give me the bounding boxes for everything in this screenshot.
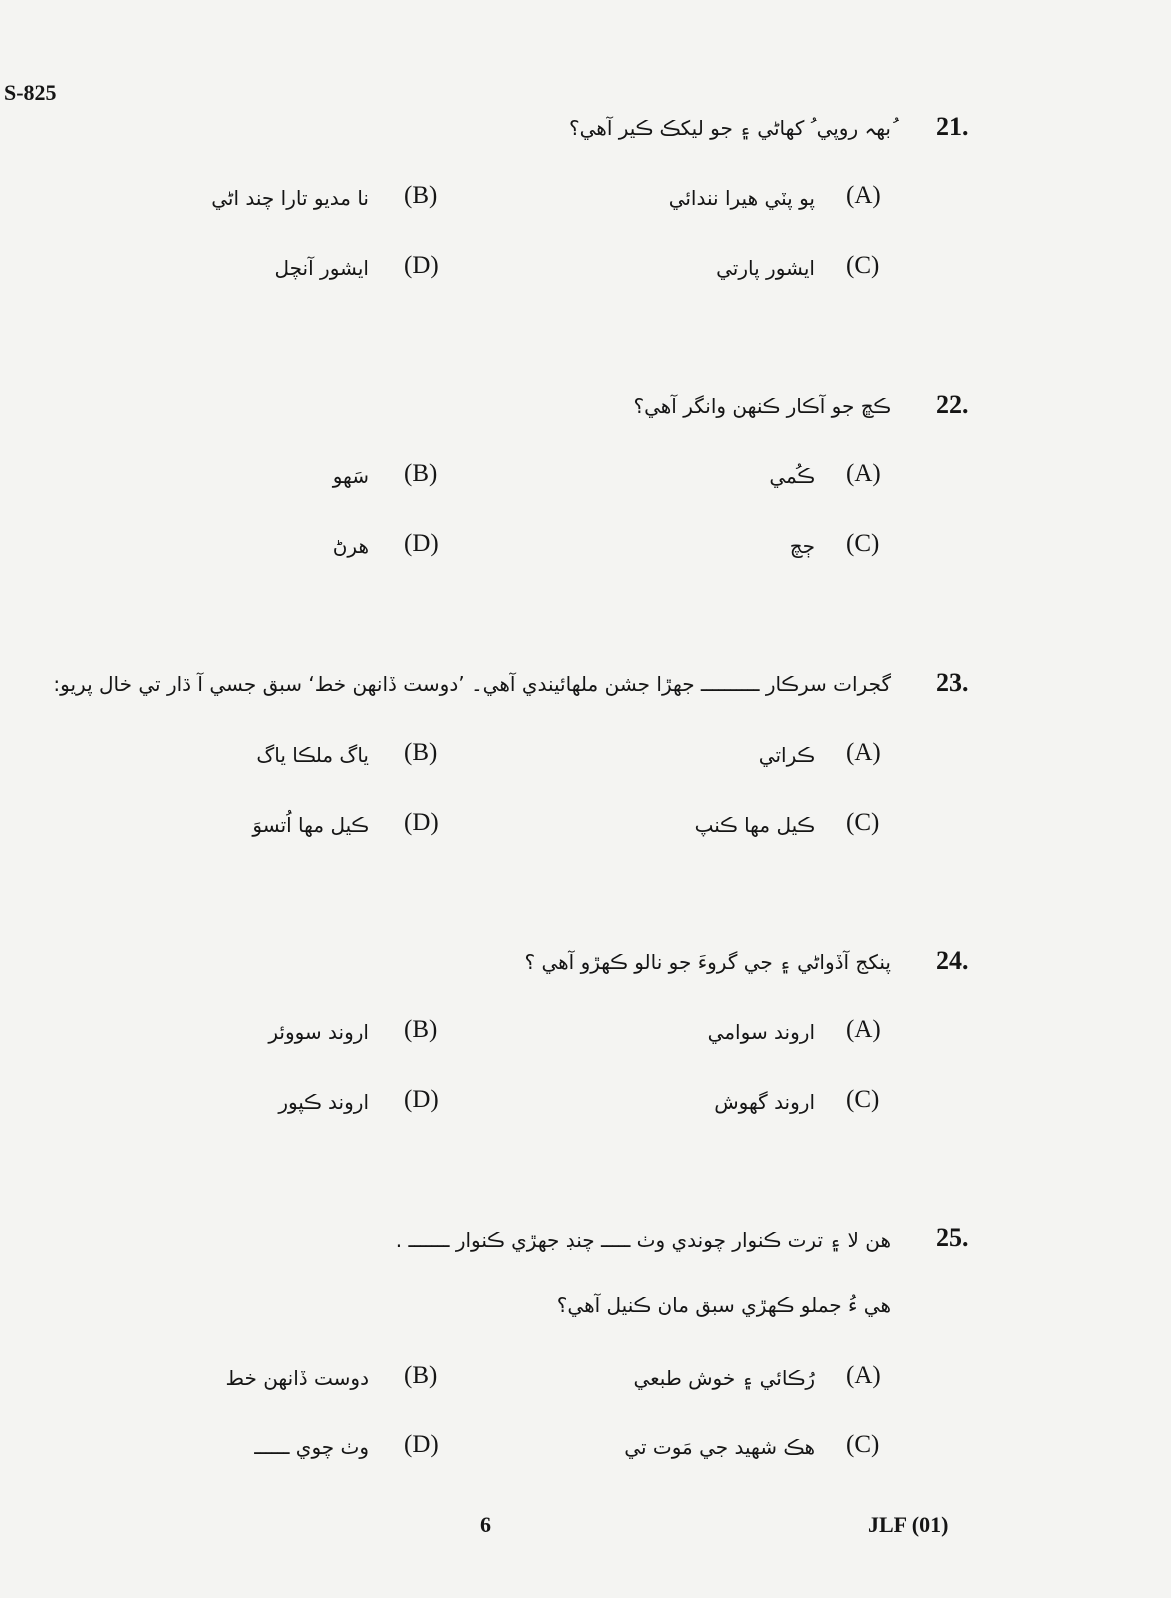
option-text: دوست ڏانهن خط: [225, 1366, 369, 1390]
question-text: پنکج آڏواڻي ۽ جي گروءَ جو نالو ڪهڙو آهي ؟: [524, 950, 891, 974]
option-label: (B): [404, 739, 438, 766]
option-text: نا مديو تارا چند اڻي: [211, 186, 369, 210]
option-label: (D): [404, 1086, 439, 1113]
option-label: (A): [846, 182, 881, 209]
paper-code: S-825: [4, 80, 57, 105]
option-label: (C): [846, 1431, 880, 1458]
option-label: (A): [846, 739, 881, 766]
option-label: (A): [846, 1016, 881, 1043]
option-text: ڪراتي: [758, 743, 815, 767]
option-text: هرڻ: [332, 534, 369, 558]
option-text: سَھو: [332, 464, 369, 488]
question-number: 22.: [936, 390, 969, 419]
option-text: ڄچ: [789, 534, 815, 558]
question-number: 24.: [936, 946, 969, 975]
question-text: گجرات سرڪار ــــــــــ جهڙا جشن ملهائيندي آهي۔ ’دوست ڏانهن خط‘ سبق جسي آ ڌار تي خال پريو:: [53, 672, 891, 696]
option-text: ياگ ملڪا ياگ: [256, 743, 369, 767]
question-text: ُبھہ روپي ُ کھاڻي ۽ جو ليکڪ ڪير آھي؟: [569, 116, 891, 140]
option-label: (C): [846, 1086, 880, 1113]
option-text: ايشور پارتي: [716, 256, 815, 280]
option-label: (B): [404, 460, 438, 487]
option-label: (D): [404, 530, 439, 557]
option-label: (B): [404, 1016, 438, 1043]
option-label: (C): [846, 530, 880, 557]
option-text: ڪيل مها ڪنپ: [694, 813, 815, 837]
option-label: (C): [846, 809, 880, 836]
option-text: ڪيل مها اُتسوَ: [252, 813, 369, 837]
booklet-code: JLF (01): [868, 1512, 949, 1537]
option-text: رُڪائي ۽ خوش طبعي: [633, 1366, 815, 1390]
option-label: (C): [846, 252, 880, 279]
option-label: (B): [404, 1362, 438, 1389]
question-subtext: هي ءُ جملو ڪهڙي سبق مان ڪنيل آهي؟: [556, 1293, 891, 1317]
option-text: پو پٽي هيرا نندائي: [668, 186, 815, 210]
option-label: (D): [404, 1431, 439, 1458]
option-label: (B): [404, 182, 438, 209]
option-text: اروند ڪپور: [278, 1090, 369, 1114]
option-text: وٺ چوي ــــــ: [254, 1435, 369, 1459]
option-label: (D): [404, 809, 439, 836]
option-label: (D): [404, 252, 439, 279]
option-label: (A): [846, 460, 881, 487]
option-text: ايشور آنچل: [274, 256, 369, 280]
question-text: ڪڇ جو آڪار ڪنھن وانگر آھي؟: [633, 394, 891, 418]
option-text: اروند سوامي: [707, 1020, 815, 1044]
question-number: 21.: [936, 112, 969, 141]
question-number: 25.: [936, 1223, 969, 1252]
question-text: هن لا ۽ ترت ڪنوار چوندي وٺ ـــــ چنڊ جهڙي ڪنوار ـــــــ .: [395, 1228, 891, 1252]
option-text: اروند گھوش: [714, 1090, 815, 1114]
option-text: هڪ شهيد جي مَوت تي: [624, 1435, 815, 1459]
option-text: اروند سووئر: [268, 1020, 369, 1044]
page-number: 6: [480, 1512, 491, 1537]
option-label: (A): [846, 1362, 881, 1389]
question-number: 23.: [936, 668, 969, 697]
option-text: ڪُمي: [769, 464, 815, 488]
